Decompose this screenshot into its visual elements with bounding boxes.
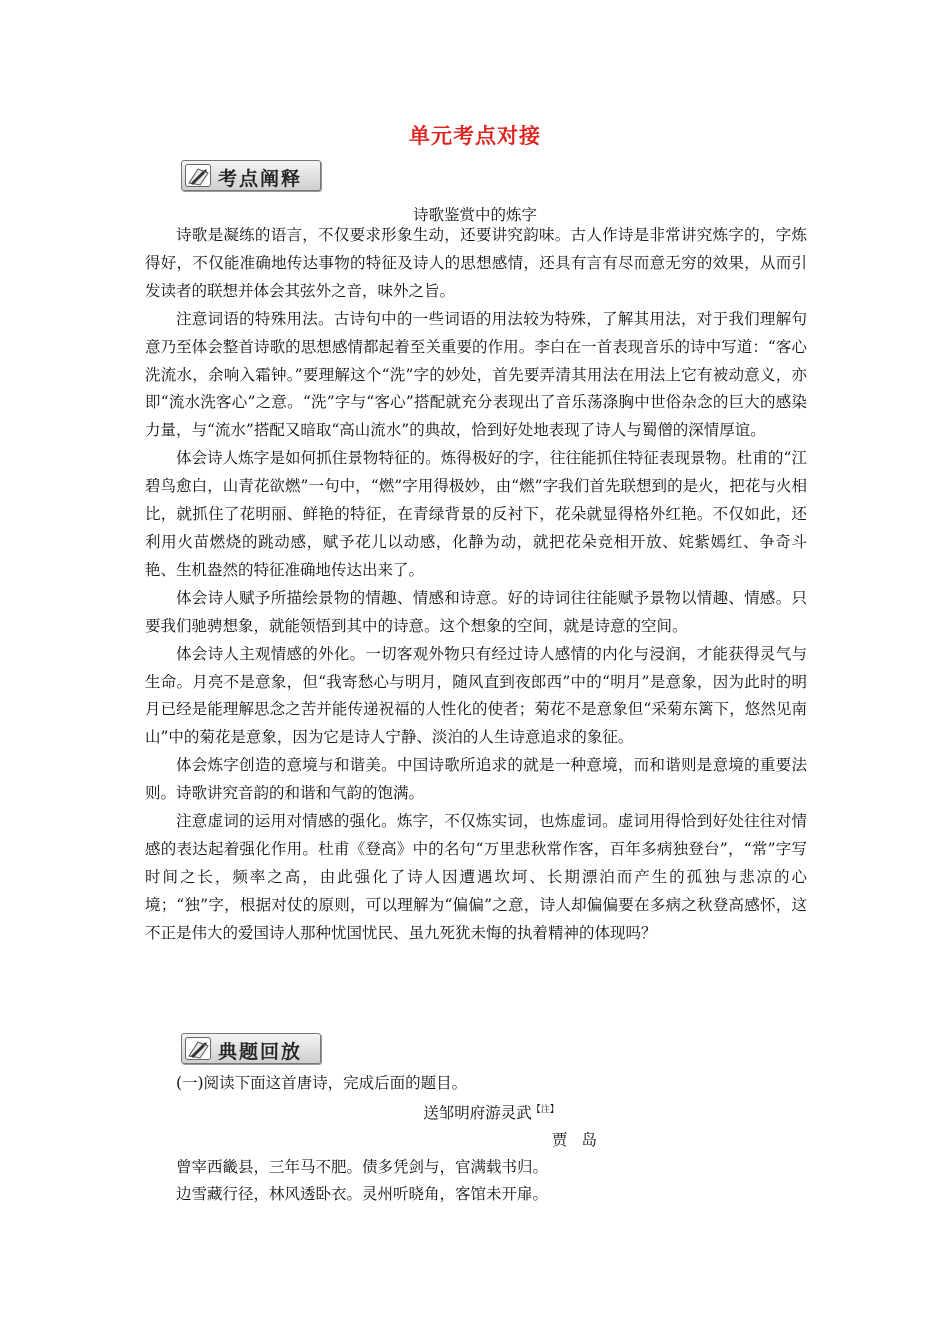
paragraph: 注意虚词的运用对情感的强化。炼字，不仅炼实词，也炼虚词。虚词用得恰到好处往往对情感的表达起着强化作用。杜甫《登高》中的名句“万里悲秋常作客，百年多病独登台”，“常”字写时间之长，频率之高，由此强化了诗人因遭遇坎坷、长期漂泊而产生的孤独与悲凉的心境；“独”字，根据对仗的原则，可以理解为“偏偏”之意，诗人却偏偏要在多病之秋登高感怀，这不正是伟大的爱国诗人那种忧国忧民、虽九死犹未悔的执着精神的体现吗？ xyxy=(145,812,807,942)
paragraph: 注意词语的特殊用法。古诗句中的一些词语的用法较为特殊，了解其用法，对于我们理解句意乃至体会整首诗歌的思想感情都起着至关重要的作用。李白在一首表现音乐的诗中写道：“客心洗流水，余响入霜钟。”要理解这个“洗”字的妙处，首先要弄清其用法在用法上它有被动意义，亦即“流水洗客心”之意。“洗”字与“客心”搭配就充分表现出了音乐荡涤胸中世俗杂念的巨大的感染力量，与“流水”搭配又暗取“高山流水”的典故，恰到好处地表现了诗人与蜀僧的深情厚谊。 xyxy=(145,309,807,440)
poem-line: 边雪藏行径，林风透卧衣。灵州听晓角，客馆未开扉。 xyxy=(176,1185,549,1204)
badge-kaodian xyxy=(181,160,321,191)
poem-line: 曾宰西畿县，三年马不肥。债多凭剑与，官满载书归。 xyxy=(176,1158,549,1177)
poem-title xyxy=(145,1097,807,1127)
paragraph: 体会诗人赋予所描绘景物的情趣、情感和诗意。好的诗词往往能赋予景物以情趣、情感。只要我们驰骋想象，就能领悟到其中的诗意。这个想象的空间，就是诗意的空间。 xyxy=(145,588,807,635)
paragraph: 体会诗人炼字是如何抓住景物特征的。炼得极好的字，往往能抓住特征表现景物。杜甫的“江碧鸟愈白，山青花欲燃”一句中，“燃”字用得极妙，由“燃”字我们首先联想到的是火，把花与火相比，就抓住了花明丽、鲜艳的特征，在青绿背景的反衬下，花朵就显得格外红艳。不仅如此，还利用火苗燃烧的跳动感，赋予花儿以动感，化静为动，就把花朵竞相开放、姹紫嫣红、争奇斗艳、生机盎然的特征准确地传达出来了。 xyxy=(145,449,807,579)
poem-title-text: 送邹明府游灵武 xyxy=(423,1104,532,1123)
poem-note-mark: 【注】 xyxy=(531,1105,559,1115)
page-title: 单元考点对接 xyxy=(409,124,541,148)
pencil-paper-icon xyxy=(185,1037,211,1060)
article-body xyxy=(145,222,807,948)
exercise-section xyxy=(145,1070,807,1208)
poem-author: 贾岛 xyxy=(551,1131,611,1150)
pencil-paper-icon xyxy=(185,164,211,187)
paragraph: 体会诗人主观情感的外化。一切客观外物只有经过诗人感情的内化与浸润，才能获得灵气与生命。月亮不是意象，但“我寄愁心与明月，随风直到夜郎西”中的“明月”是意象，因为此时的明月已经是能理解思念之苦并能传递祝福的人性化的使者；菊花不是意象但“采菊东篱下，悠然见南山”中的菊花是意象，因为它是诗人宁静、淡泊的人生诗意追求的象征。 xyxy=(145,644,807,747)
section-heading: 诗歌鉴赏中的炼字 xyxy=(412,206,537,224)
paragraph: 体会炼字创造的意境与和谐美。中国诗歌所追求的就是一种意境，而和谐则是意境的重要法则。诗歌讲究音韵的和谐和气韵的饱满。 xyxy=(145,756,807,803)
badge-label: 考点阐释 xyxy=(218,168,303,190)
badge-dianti xyxy=(181,1033,321,1064)
exercise-intro: (一)阅读下面这首唐诗，完成后面的题目。 xyxy=(176,1074,468,1092)
paragraph: 诗歌是凝练的语言，不仅要求形象生动，还要讲究韵味。古人作诗是非常讲究炼字的，字炼得好，不仅能准确地传达事物的特征及诗人的思想感情，还具有言有尽而意无穷的效果，从而引发读者的联想并体会其弦外之音，味外之旨。 xyxy=(145,226,807,300)
badge-label: 典题回放 xyxy=(218,1041,303,1063)
